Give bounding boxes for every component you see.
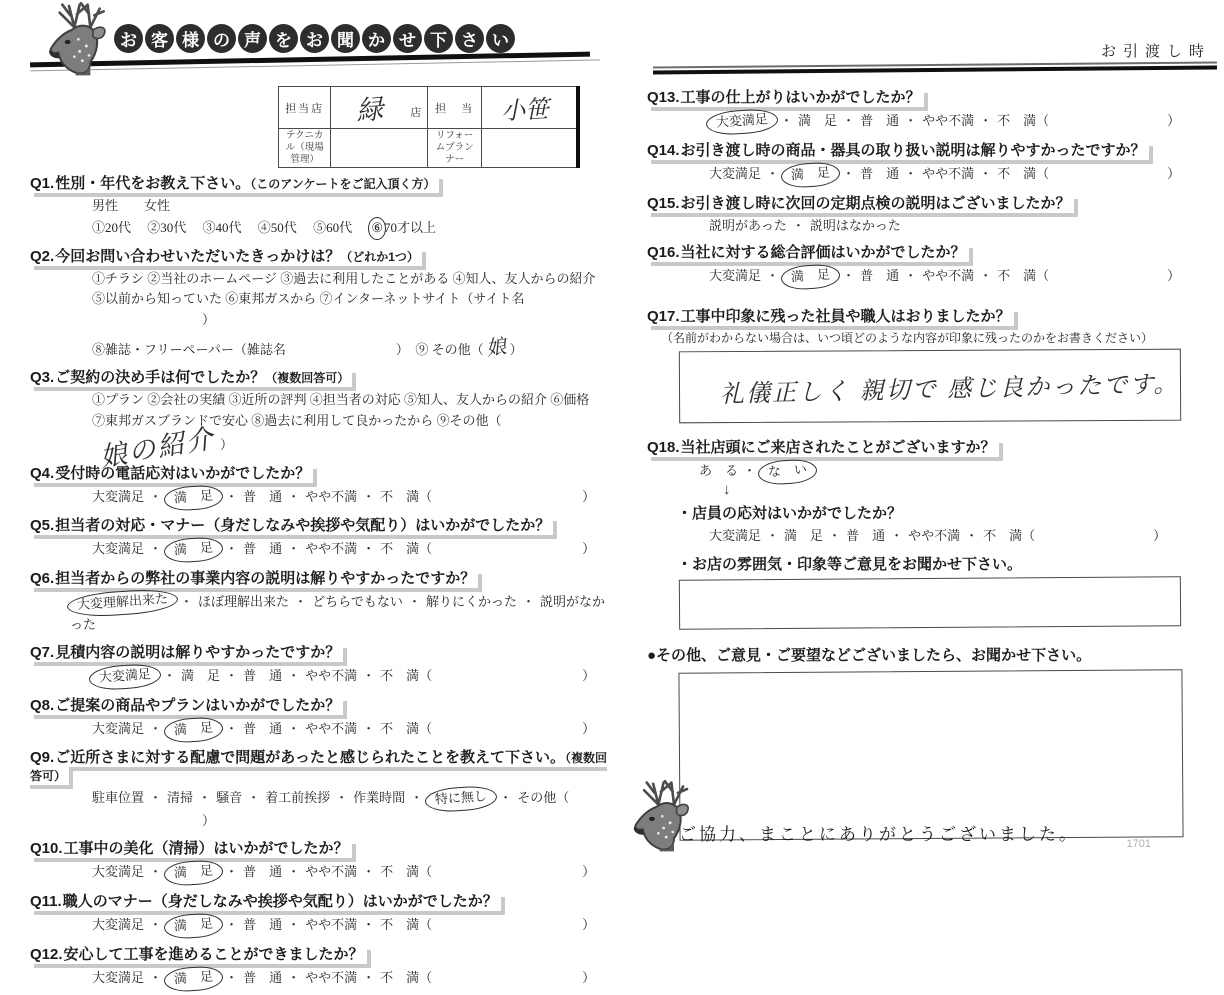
q10-title: 工事中の美化（清掃）はいかがでしたか？ <box>63 839 349 857</box>
q18-number: Q18. <box>647 439 680 457</box>
page-number: 1701 <box>1126 838 1151 850</box>
q3-options-line2: ⑦東邦ガスブランドで安心 ⑧過去に利用して良かったから ⑨その他（娘の紹介 ） <box>92 411 608 457</box>
question-q15 <box>647 192 1217 237</box>
q9-circled-answer: 特に無し <box>424 785 498 814</box>
title-char: 下 <box>424 24 453 53</box>
q8-options: 大変満足 ・ 満 足 ・ 普 通 ・ やや不満 ・ 不 満（ ） <box>92 718 608 742</box>
q11-circled-answer: 満 足 <box>163 912 224 940</box>
left-page <box>30 0 608 986</box>
deer-stamp-icon <box>38 0 116 78</box>
q6-title: 担当者からの弊社の事業内容の説明は解りやすかったですか？ <box>55 570 476 588</box>
q2-options-line2: ⑤以前から知っていた ⑥東邦ガスから ⑦インターネットサイト（サイト名） <box>92 291 525 328</box>
q18-arrow: ↓ <box>723 481 731 498</box>
q13-circled-answer: 大変満足 <box>705 108 779 137</box>
question-q5 <box>30 514 608 562</box>
thanks-message: ご協力、まことにありがとうございました。 <box>679 825 1079 844</box>
q1-note: （このアンケートをご記入頂く方） <box>250 177 436 191</box>
rep-value-cell <box>481 87 578 129</box>
title-char: お <box>300 24 329 53</box>
other-comments-label: ●その他、ご意見・ご要望などございましたら、お聞かせ下さい。 <box>647 646 1092 664</box>
title-char: い <box>486 24 515 53</box>
q14-number: Q14. <box>647 141 680 159</box>
q2-number: Q2. <box>30 247 55 265</box>
q8-number: Q8. <box>30 696 55 714</box>
q10-number: Q10. <box>30 839 63 857</box>
q6-number: Q6. <box>30 570 55 588</box>
q10-circled-answer: 満 足 <box>163 859 224 887</box>
q18-store-comment-box <box>679 576 1181 630</box>
q12-number: Q12. <box>30 945 63 963</box>
q3-note: （複数回答可） <box>265 370 350 385</box>
q12-title: 安心して工事を進めることができましたか？ <box>63 945 364 963</box>
question-q2 <box>30 245 608 361</box>
q2-handwritten-answer: 娘 <box>483 333 508 361</box>
q3-handwritten-answer: 娘の紹介 <box>97 423 218 475</box>
q6-options: 大変理解出来た ・ ほぼ理解出来た ・ どちらでもない ・ 解りにくかった ・ 説明がなかった <box>70 591 608 636</box>
q17-note: （名前がわからない場合は、いつ頃どのような内容が印象に残ったのかをお書きください） <box>661 331 1154 346</box>
q3-options-line1: ①プラン ②会社の実績 ③近所の評判 ④担当者の対応 ⑤知人、友人からの紹介 ⑥価格 <box>92 391 590 407</box>
q14-title: お引き渡し時の商品・器具の取り扱い説明は解りやすかったですか？ <box>680 141 1146 159</box>
q18-sub1-options: 大変満足 ・ 満 足 ・ 普 通 ・ やや不満 ・ 不 満（ ） <box>709 527 1167 543</box>
q14-options: 大変満足 ・ 満 足 ・ 普 通 ・ やや不満 ・ 不 満（ ） <box>709 163 1217 187</box>
q17-handwritten-comment: 礼儀正しく 親切で 感じ良かったです。 <box>719 369 1180 408</box>
q13-number: Q13. <box>647 89 680 106</box>
q15-number: Q15. <box>647 194 680 212</box>
q18-sub2-title: ・お店の雰囲気・印象等ご意見をお聞かせ下さい。 <box>677 555 1023 573</box>
title-char: 様 <box>176 24 205 53</box>
question-q18 <box>647 436 1217 628</box>
q18-title: 当社店頭にご来店されたことがございますか？ <box>680 439 996 457</box>
store-value-cell <box>331 87 428 129</box>
q9-options: 駐車位置 ・ 清掃 ・ 騒音 ・ 着工前挨拶 ・ 作業時間 ・ 特に無し ・ その他（） <box>92 787 608 832</box>
deer-stamp-icon <box>625 776 697 854</box>
q11-options: 大変満足 ・ 満 足 ・ 普 通 ・ やや不満 ・ 不 満（ ） <box>92 914 608 938</box>
technical-value-cell <box>331 129 428 168</box>
q7-options: 大変満足 ・ 満 足 ・ 普 通 ・ やや不満 ・ 不 満（ ） <box>92 665 608 689</box>
q4-options: 大変満足 ・ 満 足 ・ 普 通 ・ やや不満 ・ 不 満（ ） <box>92 486 608 510</box>
title-char: お <box>114 24 143 53</box>
q2-title: 今回お問い合わせいただいたきっかけは？ <box>55 247 341 265</box>
q6-circled-answer: 大変理解出来た <box>66 587 178 618</box>
q5-title: 担当者の対応・マナー（身だしなみや挨拶や気配り）はいかがでしたか？ <box>55 517 551 535</box>
q8-title: ご提案の商品やプランはいかがでしたか？ <box>55 696 341 714</box>
q11-title: 職人のマナー（身だしなみや挨拶や気配り）はいかがでしたか？ <box>62 892 498 910</box>
q1-age-options: ①20代 ②30代 ③40代 ④50代 ⑤60代 ⑥70才以上 <box>92 217 608 240</box>
question-q1 <box>30 172 608 240</box>
other-comments-section <box>647 644 1217 839</box>
question-q11 <box>30 890 608 938</box>
q1-circled-answer: ⑥ <box>368 217 386 240</box>
q10-options: 大変満足 ・ 満 足 ・ 普 通 ・ やや不満 ・ 不 満（ ） <box>92 861 608 885</box>
q12-circled-answer: 満 足 <box>163 965 224 993</box>
q5-number: Q5. <box>30 517 55 535</box>
right-page <box>645 0 1217 864</box>
rep-label: 担 当 <box>428 87 482 129</box>
q8-circled-answer: 満 足 <box>163 716 224 744</box>
q16-options: 大変満足 ・ 満 足 ・ 普 通 ・ やや不満 ・ 不 満（ ） <box>709 265 1217 289</box>
q7-circled-answer: 大変満足 <box>88 662 162 691</box>
question-q9 <box>30 746 608 832</box>
q2-note: （どれか1つ） <box>340 249 419 264</box>
q2-options-line3: ⑧雑誌・フリーペーパー（雑誌名 ） ⑨ その他（娘 ） <box>92 331 608 361</box>
q5-options: 大変満足 ・ 満 足 ・ 普 通 ・ やや不満 ・ 不 満（ ） <box>92 538 608 562</box>
q16-number: Q16. <box>647 244 680 262</box>
q5-circled-answer: 満 足 <box>163 536 224 564</box>
section-label-handover: お引渡し時 <box>1100 43 1211 60</box>
q12-options: 大変満足 ・ 満 足 ・ 普 通 ・ やや不満 ・ 不 満（ ） <box>92 967 608 991</box>
q9-number: Q9. <box>30 749 55 767</box>
title-char: せ <box>393 24 422 53</box>
title-char: の <box>207 24 236 53</box>
q2-options-line1: ①チラシ ②当社のホームページ ③過去に利用したことがある ④知人、友人からの紹介 <box>92 270 596 286</box>
title-char: か <box>362 24 391 53</box>
q16-circled-answer: 満 足 <box>780 263 841 291</box>
store-label: 担当店 <box>279 87 331 129</box>
q14-circled-answer: 満 足 <box>780 161 841 189</box>
question-q7 <box>30 641 608 689</box>
title-char: を <box>269 24 298 53</box>
other-comments-box <box>678 669 1183 841</box>
q1-title: 性別・年代をお教え下さい。 <box>55 175 251 192</box>
q18-circled-answer: な い <box>757 458 818 486</box>
q17-comment-box <box>679 349 1181 424</box>
q9-note: （複数回答可） <box>30 751 608 784</box>
q18-sub1-title: ・店員の応対はいかがでしたか？ <box>677 504 903 522</box>
q7-number: Q7. <box>30 643 55 661</box>
question-q16 <box>647 241 1217 289</box>
q11-number: Q11. <box>30 892 62 910</box>
title-char: 聞 <box>331 24 360 53</box>
q9-title: ご近所さまに対する配慮で問題があったと感じられたことを教えて下さい。 <box>55 749 566 767</box>
q1-number: Q1. <box>30 175 55 192</box>
question-q14 <box>647 139 1217 187</box>
planner-label: リフォームプランナー <box>428 129 482 168</box>
q17-title: 工事中印象に残った社員や職人はおりましたか？ <box>680 308 1011 326</box>
q3-title: ご契約の決め手は何でしたか？ <box>55 368 266 386</box>
planner-value-cell <box>481 129 578 168</box>
question-q17 <box>647 305 1217 422</box>
title-char: 声 <box>238 24 267 53</box>
q13-options: 大変満足 ・ 満 足 ・ 普 通 ・ やや不満 ・ 不 満（ ） <box>709 110 1217 134</box>
question-q12 <box>30 943 608 991</box>
question-q6 <box>30 567 608 636</box>
question-q10 <box>30 837 608 885</box>
q16-title: 当社に対する総合評価はいかがでしたか？ <box>680 244 966 262</box>
q4-circled-answer: 満 足 <box>163 484 224 512</box>
q15-options: 説明があった ・ 説明はなかった <box>709 217 901 233</box>
title-char: さ <box>455 24 484 53</box>
q3-number: Q3. <box>30 368 55 386</box>
technical-label: テクニカル（現場管理） <box>279 129 331 168</box>
q18-options: あ る ・ な い <box>699 460 1217 484</box>
question-q8 <box>30 694 608 742</box>
q7-title: 見積内容の説明は解りやすかったですか？ <box>55 643 341 661</box>
store-suffix: 店 <box>410 107 422 119</box>
question-q13 <box>647 86 1217 134</box>
q4-number: Q4. <box>30 464 55 482</box>
title-char: 客 <box>145 24 174 53</box>
q4-title: 受付時の電話応対はいかがでしたか？ <box>55 464 311 482</box>
q1-gender-options: 男性 女性 <box>92 198 171 213</box>
header-rule-right <box>653 62 1217 75</box>
staff-table <box>278 86 580 168</box>
page-title <box>114 24 515 53</box>
q15-title: お引き渡し時に次回の定期点検の説明はございましたか？ <box>680 194 1071 212</box>
store-value-handwritten: 緑 <box>355 94 385 127</box>
rep-value-handwritten: 小笹 <box>500 94 550 126</box>
q13-title: 工事の仕上がりはいかがでしたか？ <box>680 89 921 106</box>
q17-number: Q17. <box>647 308 680 326</box>
